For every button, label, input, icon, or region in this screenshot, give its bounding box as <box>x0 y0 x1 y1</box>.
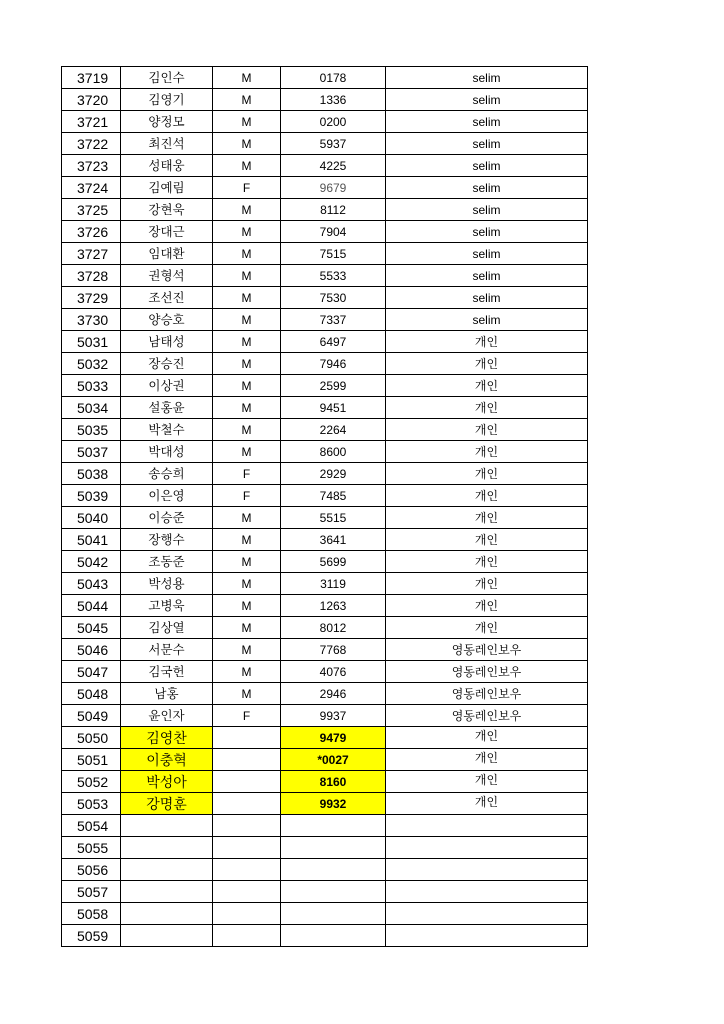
cell-gender[interactable]: F <box>213 485 281 507</box>
cell-id[interactable]: 5031 <box>62 331 121 353</box>
cell-gender[interactable]: M <box>213 243 281 265</box>
cell-org[interactable]: selim <box>386 67 588 89</box>
cell-id[interactable]: 3722 <box>62 133 121 155</box>
cell-code[interactable]: 9479 <box>281 727 386 749</box>
cell-org[interactable]: selim <box>386 155 588 177</box>
cell-name[interactable]: 양승호 <box>121 309 213 331</box>
table-row <box>62 661 588 683</box>
table-row <box>62 771 588 793</box>
cell-code[interactable]: 5533 <box>281 265 386 287</box>
cell-name[interactable]: 박성용 <box>121 573 213 595</box>
cell-name[interactable] <box>121 859 213 881</box>
cell-code[interactable]: *0027 <box>281 749 386 771</box>
cell-gender[interactable]: M <box>213 331 281 353</box>
cell-id[interactable]: 5038 <box>62 463 121 485</box>
cell-org[interactable] <box>386 837 588 859</box>
cell-id[interactable]: 5055 <box>62 837 121 859</box>
cell-gender[interactable]: F <box>213 705 281 727</box>
cell-id[interactable]: 5032 <box>62 353 121 375</box>
cell-gender[interactable]: M <box>213 441 281 463</box>
cell-gender[interactable] <box>213 727 281 749</box>
cell-org[interactable]: selim <box>386 133 588 155</box>
cell-org[interactable]: 개인 <box>386 771 588 793</box>
cell-id[interactable]: 5044 <box>62 595 121 617</box>
table-row <box>62 199 588 221</box>
table-row <box>62 859 588 881</box>
cell-code[interactable]: 7485 <box>281 485 386 507</box>
cell-gender[interactable]: M <box>213 419 281 441</box>
cell-name[interactable]: 이상권 <box>121 375 213 397</box>
cell-gender[interactable]: M <box>213 221 281 243</box>
cell-id[interactable]: 5048 <box>62 683 121 705</box>
table-row <box>62 815 588 837</box>
cell-org[interactable]: selim <box>386 309 588 331</box>
cell-gender[interactable]: M <box>213 529 281 551</box>
table-row <box>62 397 588 419</box>
cell-org[interactable]: 영동레인보우 <box>386 661 588 683</box>
table-row <box>62 419 588 441</box>
cell-code[interactable]: 9937 <box>281 705 386 727</box>
cell-org[interactable]: 개인 <box>386 595 588 617</box>
cell-id[interactable]: 5052 <box>62 771 121 793</box>
cell-org[interactable]: 개인 <box>386 793 588 815</box>
cell-name[interactable]: 성태웅 <box>121 155 213 177</box>
cell-org[interactable]: 개인 <box>386 485 588 507</box>
cell-gender[interactable] <box>213 903 281 925</box>
cell-name[interactable] <box>121 881 213 903</box>
cell-gender[interactable]: M <box>213 111 281 133</box>
cell-gender[interactable]: M <box>213 67 281 89</box>
cell-id[interactable]: 5047 <box>62 661 121 683</box>
cell-name[interactable]: 남태성 <box>121 331 213 353</box>
cell-id[interactable]: 5041 <box>62 529 121 551</box>
cell-org[interactable]: 개인 <box>386 727 588 749</box>
cell-gender[interactable]: M <box>213 155 281 177</box>
table-row <box>62 683 588 705</box>
cell-code[interactable] <box>281 903 386 925</box>
roster-table <box>61 66 588 947</box>
table-row <box>62 903 588 925</box>
cell-id[interactable]: 5040 <box>62 507 121 529</box>
cell-org[interactable]: 개인 <box>386 617 588 639</box>
table-row <box>62 551 588 573</box>
cell-name[interactable]: 윤인자 <box>121 705 213 727</box>
cell-gender[interactable]: M <box>213 573 281 595</box>
cell-code[interactable] <box>281 925 386 947</box>
table-row <box>62 67 588 89</box>
cell-org[interactable]: 개인 <box>386 419 588 441</box>
cell-code[interactable]: 4076 <box>281 661 386 683</box>
cell-gender[interactable] <box>213 837 281 859</box>
table-row <box>62 309 588 331</box>
cell-code[interactable]: 7904 <box>281 221 386 243</box>
cell-id[interactable]: 3725 <box>62 199 121 221</box>
cell-id[interactable]: 3729 <box>62 287 121 309</box>
cell-name[interactable]: 박대성 <box>121 441 213 463</box>
cell-code[interactable]: 9679 <box>281 177 386 199</box>
cell-name[interactable]: 남홍 <box>121 683 213 705</box>
cell-name[interactable]: 김영찬 <box>121 727 213 749</box>
cell-name[interactable]: 김국헌 <box>121 661 213 683</box>
cell-gender[interactable]: F <box>213 463 281 485</box>
cell-id[interactable]: 5035 <box>62 419 121 441</box>
cell-name[interactable]: 김상열 <box>121 617 213 639</box>
cell-code[interactable]: 7337 <box>281 309 386 331</box>
cell-org[interactable] <box>386 881 588 903</box>
cell-id[interactable]: 5054 <box>62 815 121 837</box>
cell-id[interactable]: 5056 <box>62 859 121 881</box>
cell-name[interactable] <box>121 925 213 947</box>
cell-gender[interactable]: M <box>213 397 281 419</box>
cell-name[interactable]: 임대환 <box>121 243 213 265</box>
cell-code[interactable] <box>281 859 386 881</box>
cell-id[interactable]: 5057 <box>62 881 121 903</box>
cell-org[interactable] <box>386 925 588 947</box>
cell-code[interactable]: 5937 <box>281 133 386 155</box>
cell-name[interactable]: 김인수 <box>121 67 213 89</box>
cell-id[interactable]: 5043 <box>62 573 121 595</box>
cell-id[interactable]: 5034 <box>62 397 121 419</box>
cell-id[interactable]: 3730 <box>62 309 121 331</box>
cell-org[interactable]: 개인 <box>386 463 588 485</box>
cell-name[interactable]: 김예림 <box>121 177 213 199</box>
table-row <box>62 133 588 155</box>
table-row <box>62 463 588 485</box>
cell-org[interactable] <box>386 815 588 837</box>
cell-gender[interactable]: M <box>213 639 281 661</box>
cell-name[interactable]: 권형석 <box>121 265 213 287</box>
cell-code[interactable]: 7768 <box>281 639 386 661</box>
table-row <box>62 177 588 199</box>
cell-code[interactable]: 2599 <box>281 375 386 397</box>
cell-org[interactable]: 개인 <box>386 441 588 463</box>
cell-code[interactable]: 8600 <box>281 441 386 463</box>
table-row <box>62 287 588 309</box>
cell-name[interactable]: 이충혁 <box>121 749 213 771</box>
cell-id[interactable]: 5046 <box>62 639 121 661</box>
cell-name[interactable]: 고병욱 <box>121 595 213 617</box>
cell-id[interactable]: 5058 <box>62 903 121 925</box>
cell-name[interactable]: 서문수 <box>121 639 213 661</box>
cell-code[interactable]: 8160 <box>281 771 386 793</box>
cell-org[interactable]: 영동레인보우 <box>386 705 588 727</box>
cell-id[interactable]: 5039 <box>62 485 121 507</box>
table-row <box>62 375 588 397</box>
cell-gender[interactable]: M <box>213 353 281 375</box>
table-row <box>62 89 588 111</box>
cell-gender[interactable]: M <box>213 595 281 617</box>
cell-org[interactable]: selim <box>386 89 588 111</box>
cell-id[interactable]: 3720 <box>62 89 121 111</box>
cell-name[interactable]: 설홍윤 <box>121 397 213 419</box>
cell-id[interactable]: 5033 <box>62 375 121 397</box>
cell-gender[interactable]: M <box>213 375 281 397</box>
cell-org[interactable]: selim <box>386 287 588 309</box>
cell-id[interactable]: 5049 <box>62 705 121 727</box>
table-row <box>62 617 588 639</box>
cell-org[interactable]: 개인 <box>386 529 588 551</box>
cell-name[interactable]: 송승희 <box>121 463 213 485</box>
cell-name[interactable]: 최진석 <box>121 133 213 155</box>
cell-name[interactable]: 장대근 <box>121 221 213 243</box>
cell-id[interactable]: 5053 <box>62 793 121 815</box>
table-row <box>62 573 588 595</box>
cell-name[interactable] <box>121 837 213 859</box>
cell-name[interactable]: 박성아 <box>121 771 213 793</box>
cell-org[interactable]: 영동레인보우 <box>386 639 588 661</box>
cell-code[interactable] <box>281 837 386 859</box>
cell-org[interactable]: selim <box>386 243 588 265</box>
table-row <box>62 155 588 177</box>
cell-id[interactable]: 3724 <box>62 177 121 199</box>
table-row <box>62 837 588 859</box>
cell-code[interactable]: 6497 <box>281 331 386 353</box>
table-row <box>62 881 588 903</box>
cell-org[interactable]: selim <box>386 177 588 199</box>
cell-gender[interactable]: M <box>213 199 281 221</box>
cell-gender[interactable]: M <box>213 309 281 331</box>
cell-gender[interactable] <box>213 793 281 815</box>
cell-id[interactable]: 3727 <box>62 243 121 265</box>
cell-org[interactable]: selim <box>386 265 588 287</box>
cell-code[interactable]: 7530 <box>281 287 386 309</box>
cell-gender[interactable]: M <box>213 89 281 111</box>
roster-table-body <box>62 67 588 947</box>
cell-name[interactable]: 장승진 <box>121 353 213 375</box>
table-row <box>62 507 588 529</box>
cell-org[interactable]: selim <box>386 199 588 221</box>
cell-id[interactable]: 5045 <box>62 617 121 639</box>
cell-gender[interactable]: M <box>213 133 281 155</box>
table-row <box>62 441 588 463</box>
cell-code[interactable]: 8012 <box>281 617 386 639</box>
cell-code[interactable]: 9451 <box>281 397 386 419</box>
cell-name[interactable]: 김영기 <box>121 89 213 111</box>
cell-code[interactable]: 0178 <box>281 67 386 89</box>
cell-id[interactable]: 3723 <box>62 155 121 177</box>
table-row <box>62 925 588 947</box>
table-row <box>62 595 588 617</box>
cell-id[interactable]: 3719 <box>62 67 121 89</box>
table-row <box>62 749 588 771</box>
cell-id[interactable]: 3728 <box>62 265 121 287</box>
cell-gender[interactable] <box>213 925 281 947</box>
cell-gender[interactable]: F <box>213 177 281 199</box>
cell-id[interactable]: 5050 <box>62 727 121 749</box>
cell-code[interactable]: 3641 <box>281 529 386 551</box>
cell-org[interactable]: 개인 <box>386 573 588 595</box>
table-row <box>62 111 588 133</box>
cell-name[interactable] <box>121 903 213 925</box>
cell-name[interactable] <box>121 815 213 837</box>
cell-id[interactable]: 5059 <box>62 925 121 947</box>
cell-gender[interactable] <box>213 815 281 837</box>
cell-id[interactable]: 3726 <box>62 221 121 243</box>
cell-code[interactable]: 0200 <box>281 111 386 133</box>
table-row <box>62 793 588 815</box>
cell-code[interactable]: 5699 <box>281 551 386 573</box>
cell-name[interactable]: 강현욱 <box>121 199 213 221</box>
cell-org[interactable]: selim <box>386 111 588 133</box>
cell-gender[interactable]: M <box>213 617 281 639</box>
cell-gender[interactable] <box>213 749 281 771</box>
cell-name[interactable]: 장행수 <box>121 529 213 551</box>
cell-name[interactable]: 강명훈 <box>121 793 213 815</box>
cell-gender[interactable]: M <box>213 287 281 309</box>
cell-org[interactable] <box>386 859 588 881</box>
cell-org[interactable]: 개인 <box>386 353 588 375</box>
cell-name[interactable]: 조선진 <box>121 287 213 309</box>
table-row <box>62 265 588 287</box>
cell-code[interactable]: 5515 <box>281 507 386 529</box>
cell-gender[interactable]: M <box>213 551 281 573</box>
cell-id[interactable]: 5037 <box>62 441 121 463</box>
cell-org[interactable]: 개인 <box>386 507 588 529</box>
cell-code[interactable]: 2946 <box>281 683 386 705</box>
cell-gender[interactable] <box>213 771 281 793</box>
cell-gender[interactable]: M <box>213 507 281 529</box>
cell-id[interactable]: 5042 <box>62 551 121 573</box>
table-row <box>62 353 588 375</box>
table-row <box>62 529 588 551</box>
cell-org[interactable]: 개인 <box>386 551 588 573</box>
cell-code[interactable]: 7515 <box>281 243 386 265</box>
cell-gender[interactable] <box>213 859 281 881</box>
cell-code[interactable]: 9932 <box>281 793 386 815</box>
cell-org[interactable]: 개인 <box>386 331 588 353</box>
cell-org[interactable]: 개인 <box>386 375 588 397</box>
table-row <box>62 727 588 749</box>
cell-code[interactable]: 3119 <box>281 573 386 595</box>
cell-org[interactable]: selim <box>386 221 588 243</box>
cell-code[interactable] <box>281 815 386 837</box>
cell-name[interactable]: 양정모 <box>121 111 213 133</box>
cell-code[interactable]: 1336 <box>281 89 386 111</box>
cell-gender[interactable] <box>213 881 281 903</box>
cell-gender[interactable]: M <box>213 265 281 287</box>
cell-code[interactable]: 2929 <box>281 463 386 485</box>
cell-code[interactable]: 1263 <box>281 595 386 617</box>
cell-org[interactable]: 영동레인보우 <box>386 683 588 705</box>
table-row <box>62 221 588 243</box>
cell-org[interactable]: 개인 <box>386 397 588 419</box>
table-row <box>62 485 588 507</box>
cell-id[interactable]: 3721 <box>62 111 121 133</box>
cell-name[interactable]: 조동준 <box>121 551 213 573</box>
table-row <box>62 331 588 353</box>
cell-org[interactable] <box>386 903 588 925</box>
cell-code[interactable] <box>281 881 386 903</box>
cell-code[interactable]: 2264 <box>281 419 386 441</box>
cell-code[interactable]: 8112 <box>281 199 386 221</box>
table-row <box>62 639 588 661</box>
cell-gender[interactable]: M <box>213 661 281 683</box>
cell-name[interactable]: 이승준 <box>121 507 213 529</box>
cell-org[interactable]: 개인 <box>386 749 588 771</box>
cell-name[interactable]: 박철수 <box>121 419 213 441</box>
cell-name[interactable]: 이은영 <box>121 485 213 507</box>
cell-id[interactable]: 5051 <box>62 749 121 771</box>
table-row <box>62 705 588 727</box>
cell-code[interactable]: 4225 <box>281 155 386 177</box>
cell-gender[interactable]: M <box>213 683 281 705</box>
table-row <box>62 243 588 265</box>
cell-code[interactable]: 7946 <box>281 353 386 375</box>
